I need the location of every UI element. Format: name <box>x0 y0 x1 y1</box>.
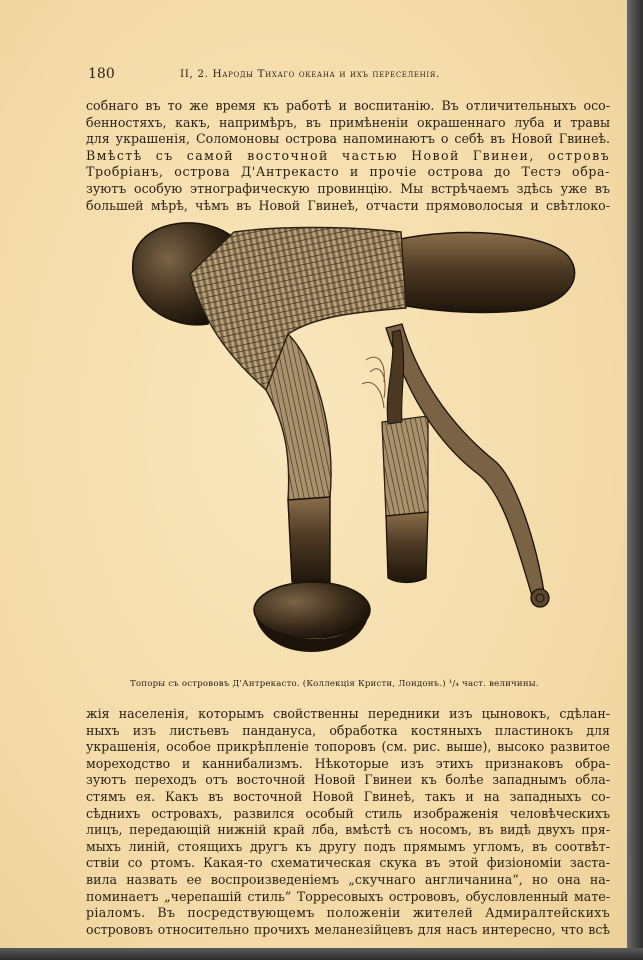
page-edge-shadow <box>627 0 643 960</box>
text-line: ныхъ изъ листьевъ пандануса, обработка костяныхъ пластинокъ для <box>86 722 610 738</box>
text-line: ріаломъ. Въ посредствующемъ положеніи жителей Адмиралтейскихъ <box>86 905 610 921</box>
text-line: вила назвать ее воспроизведеніемъ „скучнаго англичанина“, но она на- <box>86 871 610 887</box>
text-line: украшенія, особое прикрѣпленіе топоровъ (см. рис. выше), высоко развитое <box>86 739 610 755</box>
axes-engraving <box>116 212 576 672</box>
text-line: мыхъ линій, стоящихъ другъ къ другу подъ прямымъ угломъ, въ соотвѣт- <box>86 838 610 854</box>
figure-caption: Топоры съ острововъ Д'Антрекасто. (Коллекція Кристи, Лондонъ.) ¹/₄ част. величины. <box>130 679 539 689</box>
top-paragraph <box>86 98 610 214</box>
text-line: большей мѣрѣ, чѣмъ въ Новой Гвинеѣ, отчасти прямоволосыя и свѣтлоко- <box>86 197 610 213</box>
text-line: сѣднихъ островахъ, развился особый стиль изображенія человѣческихъ <box>86 805 610 821</box>
text-line: стямъ ея. Какъ въ восточной Новой Гвинеѣ, такъ и на западныхъ со- <box>86 788 610 804</box>
text-line: зуютъ особую этнографическую провинцію. Мы встрѣчаемъ здѣсь уже въ <box>86 180 610 196</box>
text-line: жія населенія, которымъ свойственны передники изъ цыновокъ, сдѣлан- <box>86 706 610 721</box>
text-line: мореходство и каннибализмъ. Нѣкоторые изъ этихъ признаковъ обра- <box>86 755 610 771</box>
text-line: лицъ, передающій нижній край лба, вмѣстѣ съ носомъ, въ видѣ двухъ пря- <box>86 822 610 838</box>
text-line: Вмѣстѣ съ самой восточной частью Новой Гвинеи, островъ <box>86 147 610 163</box>
text-line: ствіи со ртомъ. Какая-то схематическая скука въ этой физіономіи заста- <box>86 855 610 871</box>
chapter-title: II, 2. Народы Тихаго океана и ихъ переселенія. <box>180 68 440 80</box>
page-number: 180 <box>88 66 115 82</box>
text-line: Тробріанъ, острова Д'Антрекасто и прочіе острова до Тестэ обра- <box>86 164 610 180</box>
text-line: собнаго въ то же время къ работѣ и воспитанію. Въ отличительныхъ осо- <box>86 98 610 113</box>
bottom-paragraph <box>86 706 610 938</box>
text-line: острововъ относительно прочихъ меланезійцевъ для насъ интересно, что всѣ <box>86 921 610 937</box>
text-line: бенностяхъ, какъ, напримѣръ, въ примѣненіи окрашеннаго луба и травы <box>86 114 610 130</box>
text-line: для украшенія, Соломоновы острова напоминаютъ о себѣ въ Новой Гвинеѣ. <box>86 131 610 147</box>
page-edge-shadow <box>0 948 643 960</box>
text-line: зуютъ переходъ отъ восточной Новой Гвинеи къ болѣе западнымъ обла- <box>86 772 610 788</box>
text-line: поминаетъ „черепашій стиль“ Торресовыхъ острововъ, обусловленный мате- <box>86 888 610 904</box>
